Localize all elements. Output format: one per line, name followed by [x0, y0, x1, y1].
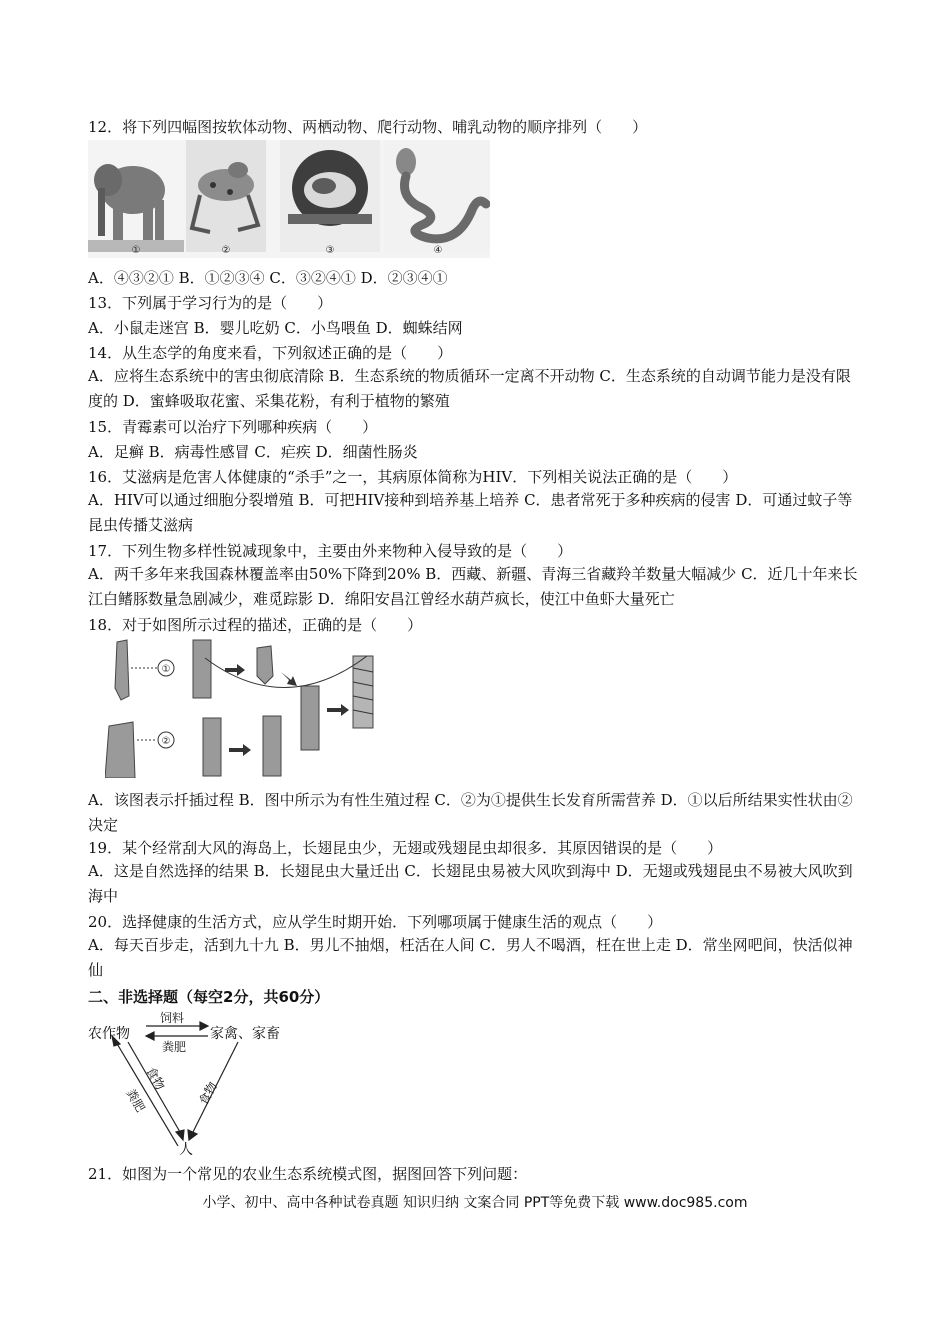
- section-heading: 二、非选择题（每空2分，共60分）: [88, 988, 330, 1006]
- grafting-label-2: ②: [161, 736, 171, 747]
- q19-options: A．这是自然选择的结果 B．长翅昆虫大量迁出 C．长翅昆虫易被大风吹到海中 D．无翅或残翅昆虫不易被大风吹到海中: [88, 862, 853, 905]
- food-label-inner: 食物: [143, 1064, 168, 1093]
- q12-stem: 12．将下列四幅图按软体动物、两栖动物、爬行动物、哺乳动物的顺序排列（ ）: [88, 118, 648, 136]
- figure-label-2: ②: [221, 245, 231, 256]
- q13-stem: 13．下列属于学习行为的是（ ）: [88, 294, 333, 312]
- frog-image: [186, 140, 266, 252]
- q14-options: A．应将生态系统中的害虫彻底清除 B．生态系统的物质循环一定离不开动物 C．生态系统的自动调节能力是没有限度的 D．蜜蜂吸取花蜜、采集花粉，有利于植物的繁殖: [88, 367, 851, 410]
- q13-options: A．小鼠走迷宫 B．婴儿吃奶 C．小鸟喂鱼 D．蜘蛛结网: [88, 319, 463, 337]
- q15-stem: 15．青霉素可以治疗下列哪种疾病（ ）: [88, 418, 378, 436]
- feed-label: 饲料: [160, 1011, 185, 1025]
- crops-node: 农作物: [88, 1026, 130, 1042]
- q18-options: A．该图表示扦插过程 B．图中所示为有性生殖过程 C．②为①提供生长发育所需营养 D．①以后所结果实性状由②决定: [88, 791, 853, 834]
- snake-image: [384, 140, 490, 252]
- food-label-right: 食物: [196, 1079, 220, 1108]
- footer-banner: 小学、初中、高中各种试卷真题 知识归纳 文案合同 PPT等免费下载 www.doc985.com: [202, 1195, 748, 1211]
- q18-stem: 18．对于如图所示过程的描述，正确的是（ ）: [88, 616, 423, 634]
- snail-image: [280, 140, 380, 252]
- q20-stem: 20．选择健康的生活方式，应从学生时期开始．下列哪项属于健康生活的观点（ ）: [88, 913, 663, 931]
- agro-ecosystem-diagram: [88, 1008, 308, 1156]
- livestock-node: 家禽、家畜: [210, 1026, 280, 1042]
- manure-label-top: 粪肥: [162, 1040, 187, 1054]
- q16-stem: 16．艾滋病是危害人体健康的“杀手”之一，其病原体简称为HIV．下列相关说法正确的是（ ）: [88, 468, 738, 486]
- figure-label-1: ①: [131, 245, 141, 256]
- q19-stem: 19．某个经常刮大风的海岛上，长翅昆虫少，无翅或残翅昆虫却很多．其原因错误的是（ ）: [88, 839, 723, 857]
- q17-options: A．两千多年来我国森林覆盖率由50%下降到20% B．西藏、新疆、青海三省藏羚羊数量大幅减少 C．近几十年来长江白鳍豚数量急剧减少，难觅踪影 D．绵阳安昌江曾经水葫芦疯长，使江中鱼虾大量死亡: [88, 565, 858, 608]
- grafting-label-1: ①: [161, 664, 171, 675]
- q21-stem: 21．如图为一个常见的农业生态系统模式图，据图回答下列问题：: [88, 1165, 528, 1183]
- manure-label-left: 粪肥: [123, 1086, 148, 1115]
- figure-label-3: ③: [325, 245, 335, 256]
- q12-options: A．④③②① B．①②③④ C．③②④① D．②③④①: [88, 269, 448, 287]
- figure-label-4: ④: [433, 245, 443, 256]
- q15-options: A．足癣 B．病毒性感冒 C．疟疾 D．细菌性肠炎: [88, 443, 418, 461]
- person-node: 人: [179, 1142, 193, 1156]
- q16-options: A．HIV可以通过细胞分裂增殖 B．可把HIV接种到培养基上培养 C．患者常死于多种疾病的侵害 D．可通过蚊子等昆虫传播艾滋病: [88, 491, 853, 534]
- q17-stem: 17．下列生物多样性锐减现象中，主要由外来物种入侵导致的是（ ）: [88, 542, 573, 560]
- q14-stem: 14．从生态学的角度来看，下列叙述正确的是（ ）: [88, 344, 453, 362]
- q20-options: A．每天百步走，活到九十九 B．男儿不抽烟，枉活在人间 C．男人不喝酒，枉在世上走 D．常坐网吧间，快活似神仙: [88, 936, 853, 979]
- q12-animal-figure: [88, 140, 490, 258]
- q18-grafting-figure: [105, 638, 395, 778]
